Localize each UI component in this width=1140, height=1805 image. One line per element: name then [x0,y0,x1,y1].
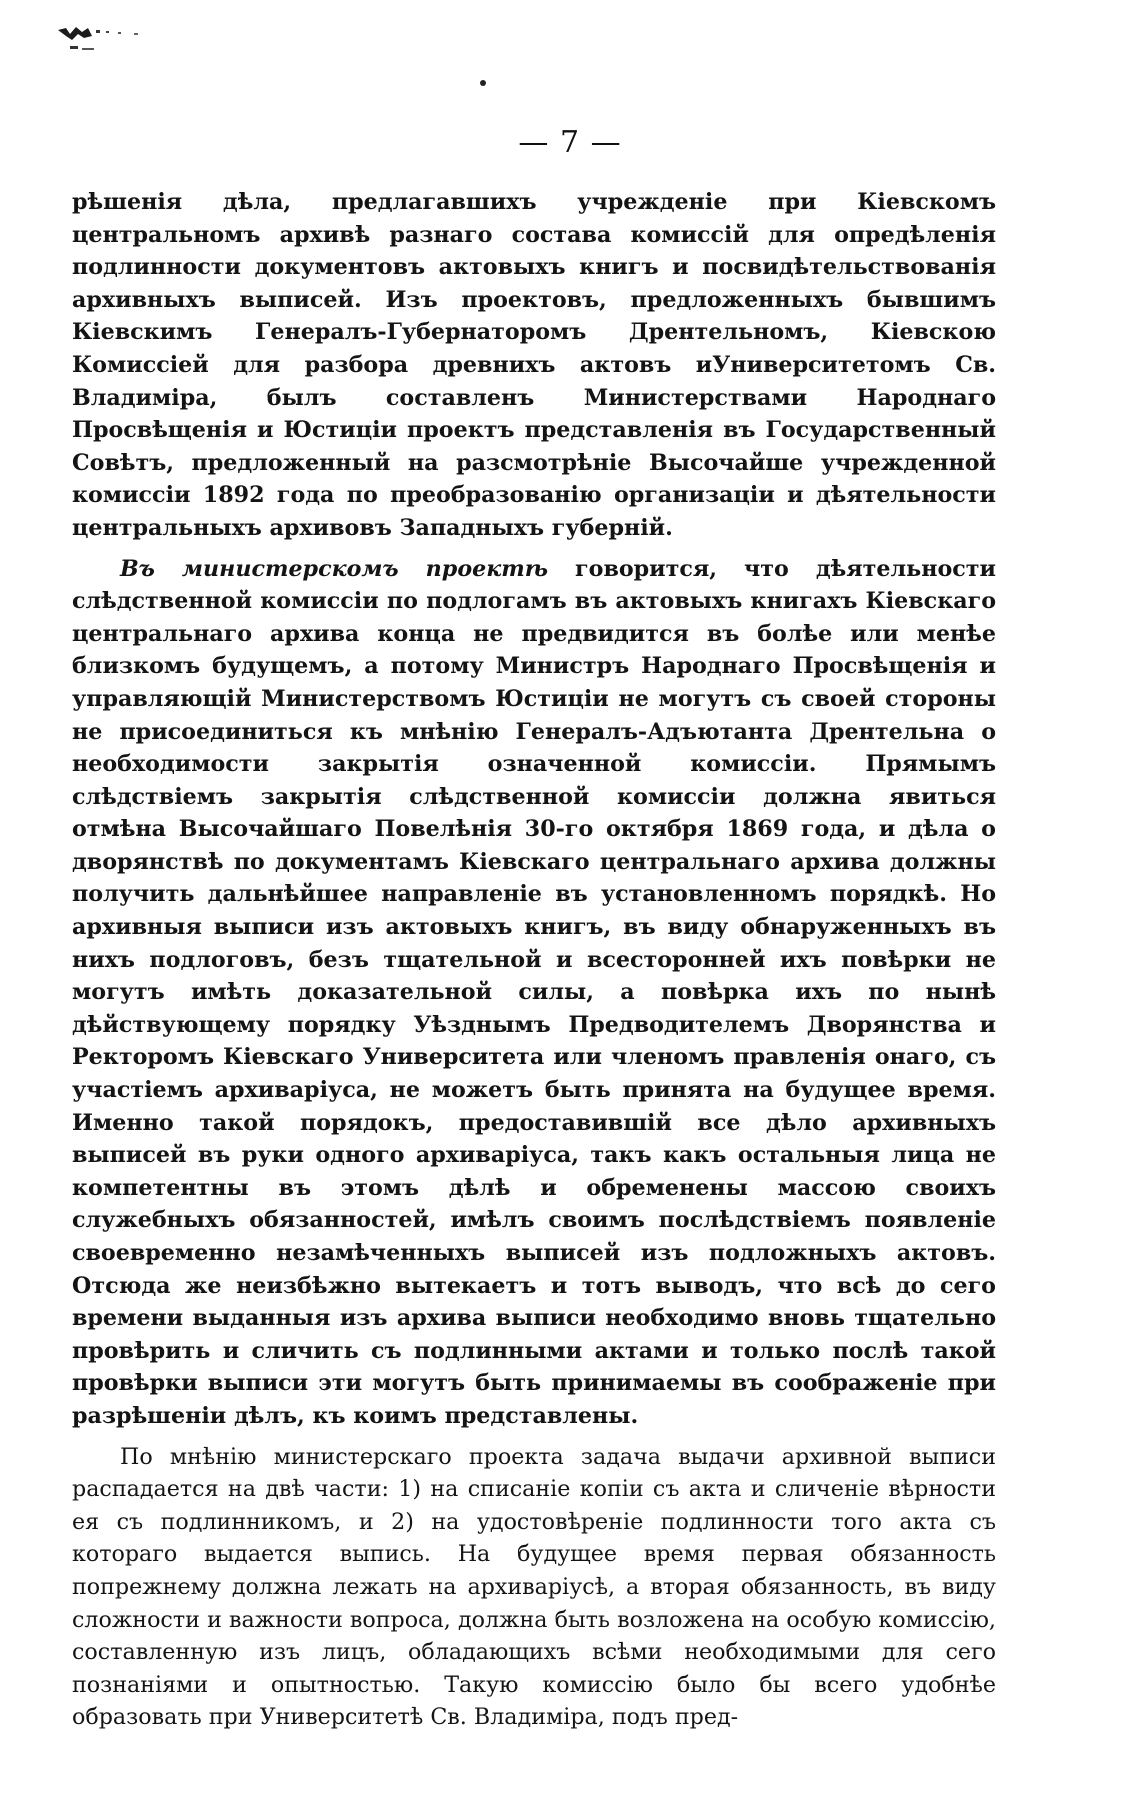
italic-lead: Въ министерскомъ проектѣ [120,555,549,582]
print-dot [480,80,486,86]
paragraph-2 [72,553,996,1433]
paragraph-3: По мнѣнію министерскаго проекта задача выдачи архивной выписи распадается на двѣ части: 1) на списаніе копіи съ акта и сличеніе вѣрности ея съ подлинникомъ, и 2) на удостовѣреніе подлинности того акта съ котораго выдается выпись. На будущее время первая обязанность попрежнему должна лежать на архиваріусѣ, а вторая обязанность, въ виду сложности и важности вопроса, должна быть возложена на особую комиссію, составленную изъ лицъ, обладающихъ всѣми необходимыми для сего познаніями и опытностью. Такую комиссію было бы всего удобнѣе образовать при Университетѣ Св. Владиміра, подъ пред- [72,1443,996,1731]
body-text [72,186,996,1734]
print-smudge-mark [56,22,186,70]
page-number: — 7 — [518,125,622,160]
paragraph-1: рѣшенія дѣла, предлагавшихъ учрежденіе при Кіевскомъ центральномъ архивѣ разнаго состава комиссій для опредѣленія подлинности документовъ актовыхъ книгъ и посвидѣтельствованія архивныхъ выписей. Изъ проектовъ, предложенныхъ бывшимъ Кіевскимъ Генералъ-Губернаторомъ Дрентельномъ, Кіевскою Комиссіей для разбора древнихъ актовъ иУниверситетомъ Св. Владиміра, былъ составленъ Министерствами Народнаго Просвѣщенія и Юстиціи проектъ представленія въ Государственный Совѣтъ, предложенный на разсмотрѣніе Высочайше учрежденной комиссіи 1892 года по преобразованію организаціи и дѣятельности центральныхъ архивовъ Западныхъ губерній. [72,189,996,541]
paragraph-2-text: говорится, что дѣятельности слѣдственной комиссіи по подлогамъ въ актовыхъ книгахъ Кіевскаго центральнаго архива конца не предвидится въ болѣе или менѣе близкомъ будущемъ, а потому Министръ Народнаго Просвѣщенія и управляющій Министерствомъ Юстиціи не могутъ съ своей стороны не присоединиться къ мнѣнію Генералъ-Адъютанта Дрентельна о необходимости закрытія означенной комиссіи. Прямымъ слѣдствіемъ закрытія слѣдственной комиссіи должна явиться отмѣна Высочайшаго Повелѣнія 30-го октября 1869 года, и дѣла о дворянствѣ по документамъ Кіевскаго центральнаго архива должны получить дальнѣйшее направленіе въ установленномъ порядкѣ. Но архивныя выписи изъ актовыхъ книгъ, въ виду обнаруженныхъ въ нихъ подлоговъ, безъ тщательной и всесторонней ихъ повѣрки не могутъ имѣть доказательной силы, а повѣрка ихъ по нынѣ дѣйствующему порядку Уѣзднымъ Предводителемъ Дворянства и Ректоромъ Кіевскаго Университета или членомъ правленія онаго, съ участіемъ архиваріуса, не можетъ быть принята на будущее время. Именно такой порядокъ, предоставившій все дѣло архивныхъ выписей въ руки одного архиваріуса, такъ какъ остальныя лица не компетентны въ этомъ дѣлѣ и обременены массою своихъ служебныхъ обязанностей, имѣлъ своимъ послѣдствіемъ появленіе своевременно незамѣченныхъ выписей изъ подложныхъ актовъ. Отсюда же неизбѣжно вытекаетъ и тотъ выводъ, что всѣ до сего времени выданныя изъ архива выписи необходимо вновь тщательно провѣрить и сличить съ подлинными актами и только послѣ такой провѣрки выписи эти могутъ быть принимаемы въ соображеніе при разрѣшеніи дѣлъ, къ коимъ представлены. [72,555,996,1429]
